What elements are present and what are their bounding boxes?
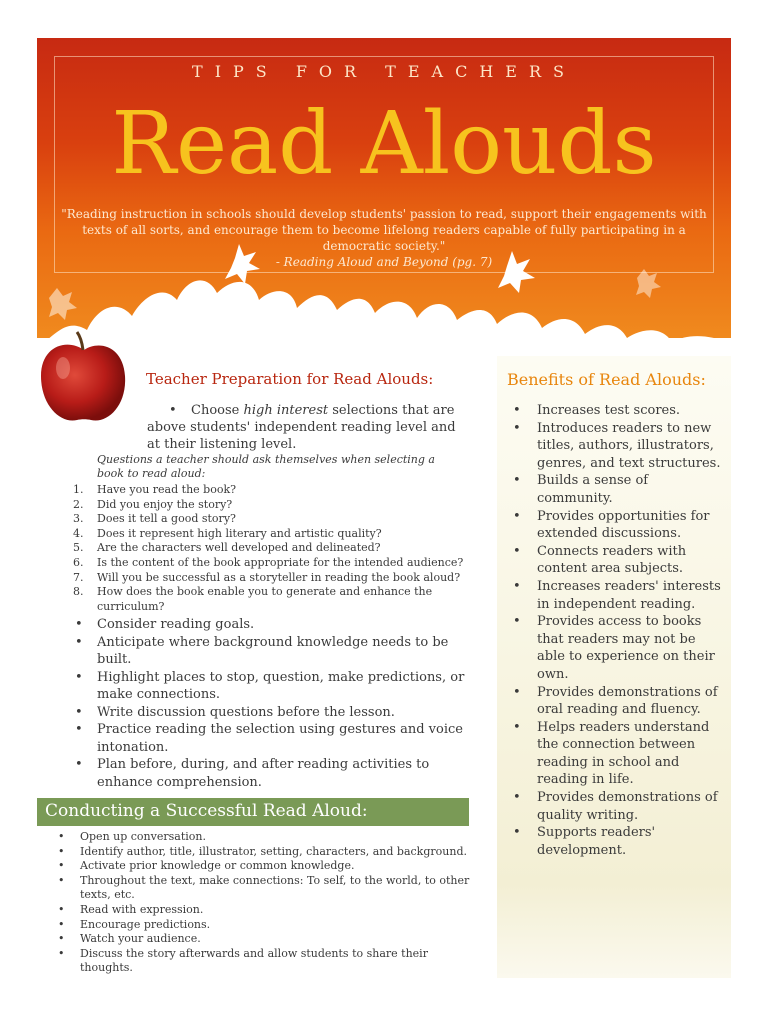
questions-list: [73, 483, 468, 614]
question-item: [73, 483, 468, 498]
preparation-step-text: Highlight places to stop, question, make predictions, or make connections.: [97, 669, 465, 702]
preparation-step: [73, 756, 473, 791]
benefit-item: [511, 684, 726, 719]
conducting-item: [53, 874, 483, 903]
conducting-item: [53, 947, 483, 976]
bullet: •: [75, 669, 83, 685]
choose-before: Choose: [191, 403, 244, 418]
page-title: Read Alouds: [111, 94, 657, 194]
benefit-item: [511, 472, 726, 507]
benefit-item-text: Introduces readers to new titles, authors, illustrators, genres, and text structures.: [537, 420, 721, 471]
bullet: •: [513, 403, 521, 418]
preparation-step: [73, 616, 473, 634]
apple-icon: [37, 328, 132, 428]
benefits-list: [511, 402, 726, 859]
quote-source: - Reading Aloud and Beyond (pg. 7): [275, 255, 493, 269]
benefit-item-text: Provides demonstrations of oral reading and fluency.: [537, 684, 718, 718]
conducting-item-text: Throughout the text, make connections: To self, to the world, to other texts, etc.: [80, 873, 470, 902]
question-item: [73, 512, 468, 527]
bullet: •: [75, 757, 83, 772]
conducting-item-text: Watch your audience.: [80, 932, 201, 946]
bullet: •: [58, 830, 65, 843]
bullet: •: [513, 614, 521, 630]
conducting-item: [53, 830, 483, 845]
bullet: •: [513, 578, 521, 594]
bullet: •: [513, 825, 521, 841]
benefit-item-text: Increases readers' interests in independent reading.: [537, 578, 721, 612]
question-text: Did you enjoy the story?: [97, 497, 233, 511]
question-number: 8.: [73, 585, 84, 599]
bullet: •: [75, 617, 83, 632]
preparation-step-text: Plan before, during, and after reading activities to enhance comprehension.: [97, 757, 430, 790]
conducting-heading: Conducting a Successful Read Aloud:: [45, 801, 368, 821]
conducting-heading-bar: [37, 798, 469, 826]
benefit-item: [511, 578, 726, 613]
bullet: •: [75, 704, 83, 720]
choose-emphasis: high interest: [243, 403, 329, 418]
question-number: 2.: [73, 497, 84, 511]
question-number: 1.: [73, 483, 84, 496]
autumn-leaves-decoration: [37, 238, 731, 368]
conducting-list: [53, 830, 483, 976]
bullet: •: [513, 543, 521, 559]
benefit-item-text: Supports readers' development.: [537, 825, 656, 858]
conducting-item: [53, 845, 483, 860]
benefit-item: [511, 824, 726, 859]
bullet: •: [513, 790, 521, 806]
bullet: •: [513, 508, 521, 524]
bullet: •: [58, 859, 65, 873]
bullet: •: [58, 932, 65, 946]
conducting-item-text: Read with expression.: [80, 902, 204, 916]
choose-after: selections that are above students' independent reading level and at their listening level.: [147, 403, 456, 452]
benefit-item-text: Provides access to books that readers may not be able to experience on their own.: [537, 614, 715, 682]
preparation-heading: Teacher Preparation for Read Alouds:: [146, 370, 434, 388]
benefit-item: [511, 543, 726, 578]
bullet: •: [169, 403, 177, 418]
question-item: [73, 585, 468, 614]
bullet: •: [58, 902, 65, 916]
conducting-item: [53, 932, 483, 947]
conducting-item-text: Activate prior knowledge or common knowledge.: [80, 859, 355, 873]
bullet: •: [75, 634, 83, 650]
bullet: •: [75, 722, 83, 737]
question-item: [73, 498, 468, 513]
preparation-step-text: Write discussion questions before the lesson.: [97, 704, 395, 720]
preparation-steps-list: [73, 616, 473, 791]
bullet: •: [513, 719, 521, 735]
preparation-step: [73, 634, 473, 669]
benefit-item: [511, 789, 726, 824]
bullet: •: [513, 684, 521, 700]
benefit-item: [511, 402, 726, 420]
bullet: •: [58, 917, 65, 931]
bullet: •: [58, 844, 65, 858]
benefit-item: [511, 613, 726, 683]
conducting-item: [53, 903, 483, 918]
bullet: •: [58, 946, 65, 960]
question-number: 6.: [73, 555, 84, 569]
questions-intro: Questions a teacher should ask themselves when selecting a book to read aloud:: [97, 453, 435, 480]
bullet: •: [58, 873, 65, 887]
bullet: •: [513, 473, 521, 489]
kicker-text: TIPS FOR TEACHERS: [192, 62, 576, 81]
benefit-item-text: Helps readers understand the connection between reading in school and reading in life.: [537, 719, 710, 788]
benefit-item-text: Builds a sense of community.: [537, 473, 649, 506]
question-item: [73, 571, 468, 586]
question-text: Will you be successful as a storyteller in reading the book aloud?: [97, 570, 461, 584]
benefit-item: [511, 719, 726, 789]
preparation-step: [73, 704, 473, 722]
question-number: 4.: [73, 526, 84, 540]
question-item: [73, 527, 468, 542]
benefit-item: [511, 508, 726, 543]
conducting-item: [53, 859, 483, 874]
preparation-step-text: Anticipate where background knowledge needs to be built.: [97, 634, 449, 667]
quote-text: "Reading instruction in schools should develop students' passion to read, support their engagements with texts of all sorts, and encourage them to become lifelong readers capable of fully participating in a democratic society.": [61, 207, 707, 253]
preparation-step-text: Consider reading goals.: [97, 617, 255, 632]
preparation-step-text: Practice reading the selection using gestures and voice intonation.: [97, 722, 463, 755]
conducting-item-text: Encourage predictions.: [80, 917, 211, 931]
preparation-step: [73, 669, 473, 704]
question-item: [73, 556, 468, 571]
preparation-step: [73, 721, 473, 756]
conducting-item: [53, 918, 483, 933]
bullet: •: [513, 420, 521, 436]
question-number: 7.: [73, 570, 84, 584]
benefits-heading: Benefits of Read Alouds:: [507, 370, 706, 389]
benefit-item-text: Connects readers with content area subjects.: [537, 543, 687, 577]
benefit-item-text: Provides demonstrations of quality writing.: [537, 790, 718, 823]
conducting-item-text: Identify author, title, illustrator, setting, characters, and background.: [80, 844, 467, 858]
benefit-item: [511, 420, 726, 473]
question-text: Does it represent high literary and artistic quality?: [97, 526, 382, 540]
conducting-item-text: Discuss the story afterwards and allow students to share their thoughts.: [80, 946, 428, 975]
question-number: 5.: [73, 541, 84, 555]
question-number: 3.: [73, 512, 84, 526]
question-text: Are the characters well developed and delineated?: [97, 541, 381, 555]
benefit-item-text: Increases test scores.: [537, 403, 681, 418]
question-text: Does it tell a good story?: [97, 512, 236, 526]
choose-tip: [147, 402, 467, 453]
question-item: [73, 541, 468, 556]
benefit-item-text: Provides opportunities for extended discussions.: [537, 508, 710, 542]
question-text: Have you read the book?: [97, 483, 237, 496]
question-text: Is the content of the book appropriate for the intended audience?: [97, 555, 464, 569]
question-text: How does the book enable you to generate and enhance the curriculum?: [97, 585, 433, 613]
conducting-item-text: Open up conversation.: [80, 830, 206, 843]
